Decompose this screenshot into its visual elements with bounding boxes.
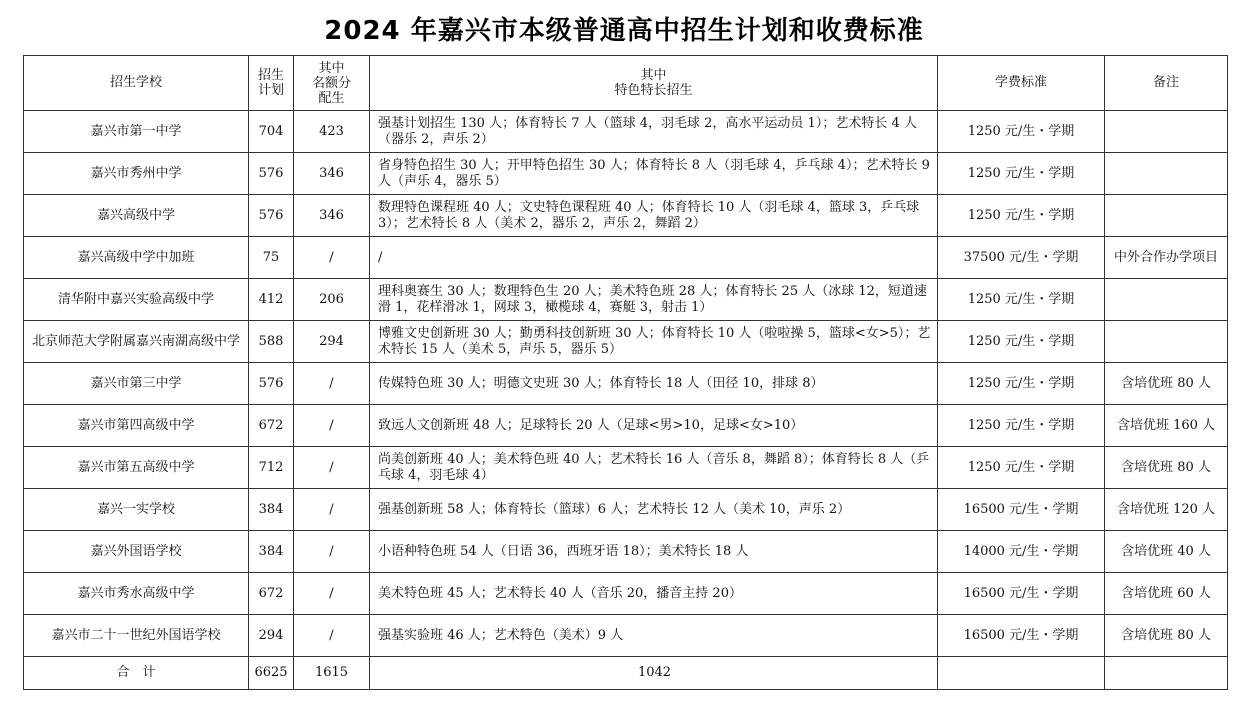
plan-cell: 412: [249, 279, 294, 321]
school-cell: 嘉兴市秀水高级中学: [24, 573, 249, 615]
plan-cell: 576: [249, 153, 294, 195]
note-cell: 含培优班 80 人: [1105, 363, 1228, 405]
special-cell: 小语种特色班 54 人（日语 36，西班牙语 18）；美术特长 18 人: [370, 531, 938, 573]
table-row: [24, 615, 1228, 657]
plan-cell: 576: [249, 363, 294, 405]
plan-cell: 576: [249, 195, 294, 237]
fee-cell: 37500 元/生・学期: [938, 237, 1105, 279]
header-school: 招生学校: [24, 56, 249, 111]
header-special: [370, 56, 938, 111]
school-cell: 嘉兴市第五高级中学: [24, 447, 249, 489]
header-quota-line2: 名额分: [311, 75, 351, 91]
total-special: 1042: [370, 657, 938, 690]
special-cell: 传媒特色班 30 人；明德文史班 30 人；体育特长 18 人（田径 10，排球 8）: [370, 363, 938, 405]
school-cell: 嘉兴市秀州中学: [24, 153, 249, 195]
table-row: [24, 447, 1228, 489]
plan-cell: 704: [249, 111, 294, 153]
fee-cell: 1250 元/生・学期: [938, 279, 1105, 321]
fee-cell: 1250 元/生・学期: [938, 321, 1105, 363]
school-cell: 嘉兴外国语学校: [24, 531, 249, 573]
fee-cell: 1250 元/生・学期: [938, 111, 1105, 153]
school-cell: 嘉兴一实学校: [24, 489, 249, 531]
school-cell: 嘉兴市第三中学: [24, 363, 249, 405]
note-cell: 含培优班 120 人: [1105, 489, 1228, 531]
quota-cell: 423: [294, 111, 370, 153]
table-row: [24, 363, 1228, 405]
quota-cell: 206: [294, 279, 370, 321]
school-cell: 嘉兴市第一中学: [24, 111, 249, 153]
note-cell: [1105, 111, 1228, 153]
header-quota-line1: 其中: [318, 60, 345, 76]
plan-cell: 672: [249, 573, 294, 615]
plan-cell: 294: [249, 615, 294, 657]
note-cell: 含培优班 40 人: [1105, 531, 1228, 573]
plan-cell: 712: [249, 447, 294, 489]
fee-cell: 14000 元/生・学期: [938, 531, 1105, 573]
special-cell: 美术特色班 45 人；艺术特长 40 人（音乐 20，播音主持 20）: [370, 573, 938, 615]
fee-cell: 1250 元/生・学期: [938, 405, 1105, 447]
quota-cell: /: [294, 363, 370, 405]
fee-cell: 1250 元/生・学期: [938, 153, 1105, 195]
special-cell: 理科奥赛生 30 人；数理特色生 20 人；美术特色班 28 人；体育特长 25 人（冰球 12，短道速滑 1，花样滑冰 1，网球 3，橄榄球 4，赛艇 3，射击 1）: [370, 279, 938, 321]
fee-cell: 16500 元/生・学期: [938, 489, 1105, 531]
total-row: [24, 657, 1228, 690]
special-cell: 强基计划招生 130 人；体育特长 7 人（篮球 4，羽毛球 2，高水平运动员 1）；艺术特长 4 人（器乐 2，声乐 2）: [370, 111, 938, 153]
header-plan-line2: 计划: [257, 83, 284, 98]
note-cell: 含培优班 60 人: [1105, 573, 1228, 615]
quota-cell: 346: [294, 195, 370, 237]
total-note: [1105, 657, 1228, 690]
page-title: 2024 年嘉兴市本级普通高中招生计划和收费标准: [324, 16, 924, 46]
school-cell: 清华附中嘉兴实验高级中学: [24, 279, 249, 321]
note-cell: 含培优班 80 人: [1105, 615, 1228, 657]
special-cell: 省身特色招生 30 人；开甲特色招生 30 人；体育特长 8 人（羽毛球 4，乒乓球 4）；艺术特长 9 人（声乐 4，器乐 5）: [370, 153, 938, 195]
table-row: [24, 111, 1228, 153]
special-cell: /: [370, 237, 938, 279]
header-note: 备注: [1105, 56, 1228, 111]
quota-cell: /: [294, 405, 370, 447]
total-label: 合 计: [24, 657, 249, 690]
table-row: [24, 405, 1228, 447]
plan-cell: 672: [249, 405, 294, 447]
total-quota: 1615: [294, 657, 370, 690]
table-row: [24, 153, 1228, 195]
table-header-row: [24, 56, 1228, 111]
header-quota: [294, 56, 370, 111]
enrollment-table: [23, 55, 1228, 690]
fee-cell: 1250 元/生・学期: [938, 447, 1105, 489]
quota-cell: /: [294, 489, 370, 531]
special-cell: 博雅文史创新班 30 人；勤勇科技创新班 30 人；体育特长 10 人（啦啦操 5，篮球<女>5）；艺术特长 15 人（美术 5，声乐 5，器乐 5）: [370, 321, 938, 363]
note-cell: 含培优班 160 人: [1105, 405, 1228, 447]
fee-cell: 1250 元/生・学期: [938, 195, 1105, 237]
header-fee: 学费标准: [938, 56, 1105, 111]
school-cell: 北京师范大学附属嘉兴南湖高级中学: [24, 321, 249, 363]
quota-cell: 294: [294, 321, 370, 363]
plan-cell: 384: [249, 489, 294, 531]
special-cell: 数理特色课程班 40 人；文史特色课程班 40 人；体育特长 10 人（羽毛球 4，篮球 3，乒乓球 3）；艺术特长 8 人（美术 2，器乐 2，声乐 2，舞蹈 2）: [370, 195, 938, 237]
school-cell: 嘉兴市二十一世纪外国语学校: [24, 615, 249, 657]
special-cell: 强基实验班 46 人；艺术特色（美术）9 人: [370, 615, 938, 657]
header-plan-line1: 招生: [257, 68, 284, 83]
quota-cell: 346: [294, 153, 370, 195]
plan-cell: 588: [249, 321, 294, 363]
quota-cell: /: [294, 615, 370, 657]
note-cell: [1105, 153, 1228, 195]
table-row: [24, 489, 1228, 531]
special-cell: 致远人文创新班 48 人；足球特长 20 人（足球<男>10，足球<女>10）: [370, 405, 938, 447]
table-row: [24, 531, 1228, 573]
header-quota-line3: 配生: [318, 90, 345, 106]
note-cell: [1105, 279, 1228, 321]
plan-cell: 75: [249, 237, 294, 279]
note-cell: 含培优班 80 人: [1105, 447, 1228, 489]
table-row: [24, 573, 1228, 615]
header-plan: [249, 56, 294, 111]
table-row: [24, 321, 1228, 363]
table-row: [24, 195, 1228, 237]
special-cell: 强基创新班 58 人；体育特长（篮球）6 人；艺术特长 12 人（美术 10，声乐 2）: [370, 489, 938, 531]
quota-cell: /: [294, 237, 370, 279]
plan-cell: 384: [249, 531, 294, 573]
fee-cell: 16500 元/生・学期: [938, 573, 1105, 615]
school-cell: 嘉兴市第四高级中学: [24, 405, 249, 447]
special-cell: 尚美创新班 40 人；美术特色班 40 人；艺术特长 16 人（音乐 8，舞蹈 8）；体育特长 8 人（乒乓球 4，羽毛球 4）: [370, 447, 938, 489]
school-cell: 嘉兴高级中学: [24, 195, 249, 237]
quota-cell: /: [294, 447, 370, 489]
note-cell: 中外合作办学项目: [1105, 237, 1228, 279]
note-cell: [1105, 195, 1228, 237]
fee-cell: 1250 元/生・学期: [938, 363, 1105, 405]
table-row: [24, 237, 1228, 279]
quota-cell: /: [294, 531, 370, 573]
header-special-line1: 其中: [640, 68, 667, 83]
quota-cell: /: [294, 573, 370, 615]
total-plan: 6625: [249, 657, 294, 690]
school-cell: 嘉兴高级中学中加班: [24, 237, 249, 279]
note-cell: [1105, 321, 1228, 363]
table-row: [24, 279, 1228, 321]
fee-cell: 16500 元/生・学期: [938, 615, 1105, 657]
total-fee: [938, 657, 1105, 690]
header-special-line2: 特色特长招生: [614, 83, 693, 98]
